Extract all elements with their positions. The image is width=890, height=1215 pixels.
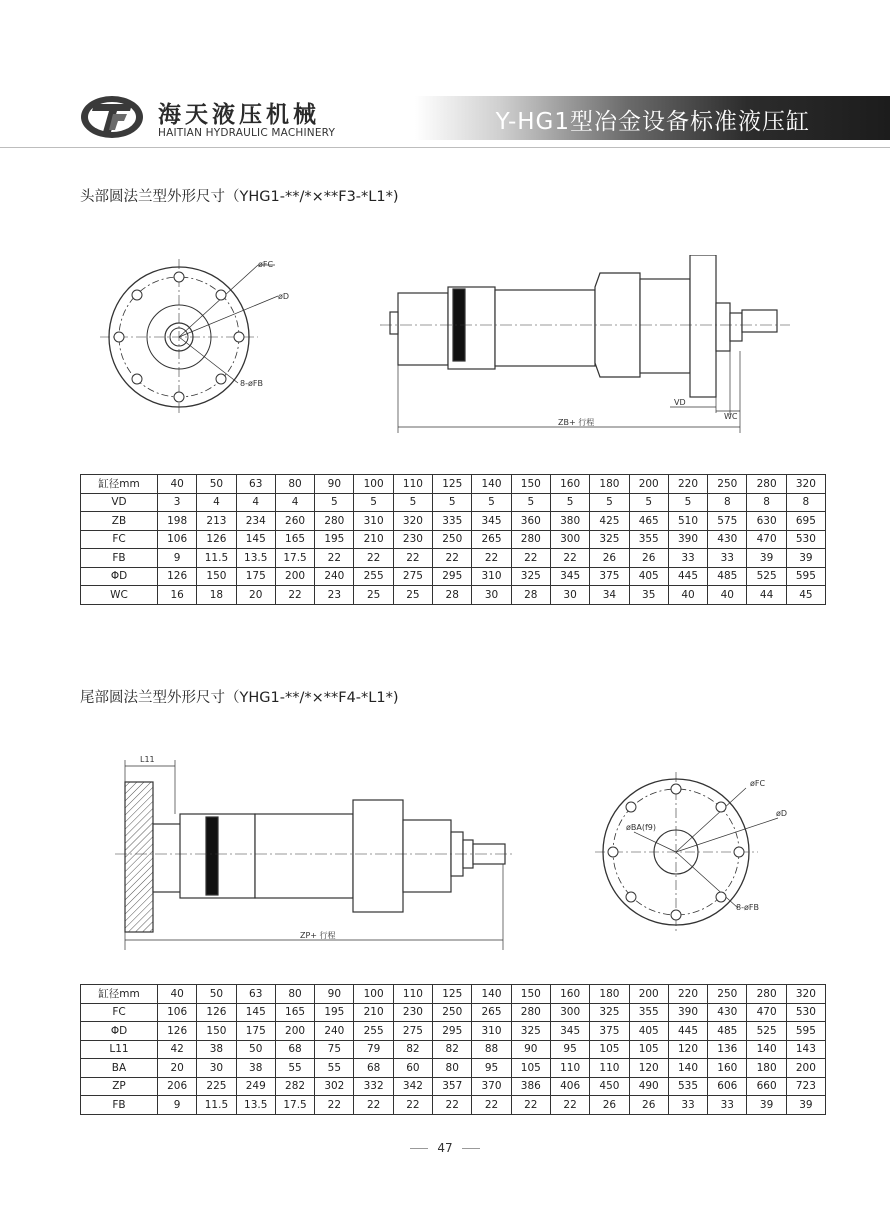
table-cell: 30 <box>550 586 589 605</box>
table-cell: 695 <box>786 512 825 531</box>
table-cell: 300 <box>550 530 589 549</box>
table-cell: 22 <box>433 549 472 568</box>
table-cell: 595 <box>786 1022 825 1041</box>
table-cell: 4 <box>236 493 275 512</box>
table-cell: 206 <box>158 1077 197 1096</box>
table-cell: 140 <box>747 1040 786 1059</box>
table-cell: 335 <box>433 512 472 531</box>
table-cell: 35 <box>629 586 668 605</box>
table-cell: 125 <box>433 475 472 494</box>
table-cell: 26 <box>590 549 629 568</box>
table-cell: 510 <box>668 512 707 531</box>
table-cell: 200 <box>786 1059 825 1078</box>
table-row <box>81 1003 826 1022</box>
label-fb: 8-øFB <box>240 379 263 388</box>
table-cell: 90 <box>315 475 354 494</box>
table-cell: 723 <box>786 1077 825 1096</box>
table-cell: 22 <box>354 549 393 568</box>
table-cell: 240 <box>315 567 354 586</box>
table-cell: 470 <box>747 530 786 549</box>
table-cell: 430 <box>708 530 747 549</box>
table-cell: 5 <box>668 493 707 512</box>
table-cell: 105 <box>629 1040 668 1059</box>
table-cell: 50 <box>197 985 236 1004</box>
table-cell: 320 <box>393 512 432 531</box>
table-cell: 4 <box>197 493 236 512</box>
table-cell: 8 <box>786 493 825 512</box>
table-cell: 220 <box>668 475 707 494</box>
table-cell: 13.5 <box>236 549 275 568</box>
table-cell: 60 <box>393 1059 432 1078</box>
table-cell: 80 <box>275 985 314 1004</box>
brand-name-cn: 海天液压机械 <box>158 102 320 128</box>
table-cell: 325 <box>590 1003 629 1022</box>
table-cell: 295 <box>433 567 472 586</box>
table-cell: 485 <box>708 567 747 586</box>
table-cell: 275 <box>393 1022 432 1041</box>
table-cell: 320 <box>786 475 825 494</box>
table-cell: 200 <box>275 567 314 586</box>
table-cell: 406 <box>550 1077 589 1096</box>
table-cell: 200 <box>629 475 668 494</box>
table-cell: 150 <box>511 475 550 494</box>
label-l11: L11 <box>140 755 155 764</box>
table-cell: 234 <box>236 512 275 531</box>
table-cell: 355 <box>629 1003 668 1022</box>
table-cell: 140 <box>668 1059 707 1078</box>
table-cell: 195 <box>315 1003 354 1022</box>
table-cell: 250 <box>433 530 472 549</box>
table-cell: 525 <box>747 1022 786 1041</box>
table-row <box>81 549 826 568</box>
table-cell: 180 <box>747 1059 786 1078</box>
table-cell: 425 <box>590 512 629 531</box>
table-cell: 250 <box>708 475 747 494</box>
table-cell: 282 <box>275 1077 314 1096</box>
table-cell: 175 <box>236 567 275 586</box>
table-cell: 530 <box>786 530 825 549</box>
section2-drawing <box>110 752 810 952</box>
table-cell: 180 <box>590 985 629 1004</box>
table-cell: 345 <box>550 1022 589 1041</box>
table-cell: 26 <box>629 549 668 568</box>
table-cell: 95 <box>550 1040 589 1059</box>
table-cell: 375 <box>590 567 629 586</box>
table-cell: 5 <box>433 493 472 512</box>
table-cell: 22 <box>275 586 314 605</box>
table-cell: 45 <box>786 586 825 605</box>
table-cell: 5 <box>315 493 354 512</box>
table-cell: 225 <box>197 1077 236 1096</box>
table-cell: 22 <box>511 549 550 568</box>
table-cell: 213 <box>197 512 236 531</box>
table-row <box>81 1077 826 1096</box>
row-header: FC <box>81 1003 158 1022</box>
label-d: øD <box>278 292 290 301</box>
table-cell: 26 <box>590 1096 629 1115</box>
table-cell: 249 <box>236 1077 275 1096</box>
table-cell: 55 <box>315 1059 354 1078</box>
table-cell: 370 <box>472 1077 511 1096</box>
table-cell: 250 <box>433 1003 472 1022</box>
table-cell: 405 <box>629 567 668 586</box>
table-cell: 380 <box>550 512 589 531</box>
table-cell: 140 <box>472 985 511 1004</box>
table-cell: 28 <box>433 586 472 605</box>
table-row <box>81 1059 826 1078</box>
table-cell: 106 <box>158 1003 197 1022</box>
table-cell: 255 <box>354 567 393 586</box>
table-cell: 430 <box>708 1003 747 1022</box>
table-cell: 22 <box>393 1096 432 1115</box>
table-cell: 240 <box>315 1022 354 1041</box>
table-cell: 38 <box>236 1059 275 1078</box>
table-cell: 50 <box>197 475 236 494</box>
table-cell: 140 <box>472 475 511 494</box>
table-cell: 125 <box>433 985 472 1004</box>
table-row <box>81 1096 826 1115</box>
table-cell: 355 <box>629 530 668 549</box>
table-cell: 17.5 <box>275 549 314 568</box>
table-row <box>81 1022 826 1041</box>
table-cell: 39 <box>747 1096 786 1115</box>
table-cell: 360 <box>511 512 550 531</box>
table-cell: 33 <box>668 549 707 568</box>
table-cell: 150 <box>511 985 550 1004</box>
table-cell: 4 <box>275 493 314 512</box>
table-cell: 5 <box>550 493 589 512</box>
table-cell: 200 <box>629 985 668 1004</box>
table-cell: 265 <box>472 1003 511 1022</box>
row-header: FB <box>81 1096 158 1115</box>
label-zb: ZB+ 行程 <box>558 418 595 427</box>
table-cell: 280 <box>747 475 786 494</box>
table-cell: 33 <box>708 1096 747 1115</box>
table-row <box>81 985 826 1004</box>
table-cell: 310 <box>354 512 393 531</box>
table-cell: 606 <box>708 1077 747 1096</box>
table-cell: 5 <box>393 493 432 512</box>
table-cell: 95 <box>472 1059 511 1078</box>
label-fc: øFC <box>258 260 274 269</box>
table-cell: 342 <box>393 1077 432 1096</box>
row-header: FB <box>81 549 158 568</box>
table-cell: 345 <box>472 512 511 531</box>
table-cell: 165 <box>275 1003 314 1022</box>
series-title: Y-HG1型冶金设备标准液压缸 <box>495 109 810 135</box>
label-wc: WC <box>724 412 738 421</box>
table-cell: 255 <box>354 1022 393 1041</box>
table-cell: 22 <box>354 1096 393 1115</box>
table-cell: 386 <box>511 1077 550 1096</box>
row-header: ΦD <box>81 567 158 586</box>
table-cell: 110 <box>393 985 432 1004</box>
table-cell: 100 <box>354 475 393 494</box>
table-cell: 126 <box>197 530 236 549</box>
table-cell: 79 <box>354 1040 393 1059</box>
table-cell: 16 <box>158 586 197 605</box>
table-cell: 230 <box>393 1003 432 1022</box>
table-cell: 220 <box>668 985 707 1004</box>
table-cell: 200 <box>275 1022 314 1041</box>
section2-table <box>80 984 826 1115</box>
table-cell: 210 <box>354 530 393 549</box>
table-cell: 595 <box>786 567 825 586</box>
table-cell: 470 <box>747 1003 786 1022</box>
table-cell: 5 <box>629 493 668 512</box>
table-cell: 136 <box>708 1040 747 1059</box>
table-cell: 22 <box>550 1096 589 1115</box>
brand-name-en: HAITIAN HYDRAULIC MACHINERY <box>158 127 336 139</box>
section1-drawing <box>100 255 800 445</box>
cylinder-side-view-2 <box>125 782 505 932</box>
table-cell: 25 <box>393 586 432 605</box>
table-row <box>81 586 826 605</box>
table-row <box>81 512 826 531</box>
table-cell: 5 <box>511 493 550 512</box>
table-cell: 11.5 <box>197 549 236 568</box>
table-cell: 5 <box>590 493 629 512</box>
label-fb-2: 8-øFB <box>736 903 759 912</box>
table-cell: 90 <box>315 985 354 1004</box>
table-cell: 143 <box>786 1040 825 1059</box>
table-cell: 42 <box>158 1040 197 1059</box>
page-number <box>0 1141 890 1155</box>
table-cell: 198 <box>158 512 197 531</box>
table-cell: 55 <box>275 1059 314 1078</box>
table-cell: 40 <box>708 586 747 605</box>
row-header: BA <box>81 1059 158 1078</box>
label-zp: ZP+ 行程 <box>300 931 336 940</box>
table-cell: 63 <box>236 985 275 1004</box>
table-cell: 265 <box>472 530 511 549</box>
label-d-2: øD <box>776 809 788 818</box>
table-cell: 535 <box>668 1077 707 1096</box>
row-header: 缸径mm <box>81 475 158 494</box>
table-cell: 75 <box>315 1040 354 1059</box>
table-cell: 8 <box>747 493 786 512</box>
table-cell: 120 <box>668 1040 707 1059</box>
table-cell: 88 <box>472 1040 511 1059</box>
table-cell: 105 <box>590 1040 629 1059</box>
row-header: VD <box>81 493 158 512</box>
series-title-bar <box>415 96 890 140</box>
table-cell: 80 <box>275 475 314 494</box>
table-row <box>81 475 826 494</box>
table-cell: 22 <box>550 549 589 568</box>
table-cell: 320 <box>786 985 825 1004</box>
table-cell: 22 <box>511 1096 550 1115</box>
row-header: ΦD <box>81 1022 158 1041</box>
table-cell: 44 <box>747 586 786 605</box>
section1-table <box>80 474 826 605</box>
table-cell: 485 <box>708 1022 747 1041</box>
table-cell: 22 <box>472 549 511 568</box>
table-cell: 310 <box>472 567 511 586</box>
table-cell: 90 <box>511 1040 550 1059</box>
table-cell: 180 <box>590 475 629 494</box>
table-cell: 325 <box>590 530 629 549</box>
table-cell: 660 <box>747 1077 786 1096</box>
table-cell: 390 <box>668 1003 707 1022</box>
table-cell: 11.5 <box>197 1096 236 1115</box>
table-cell: 68 <box>275 1040 314 1059</box>
table-cell: 68 <box>354 1059 393 1078</box>
cylinder-side-view <box>390 255 777 397</box>
label-fc-2: øFC <box>750 779 766 788</box>
table-cell: 22 <box>472 1096 511 1115</box>
table-cell: 405 <box>629 1022 668 1041</box>
table-cell: 175 <box>236 1022 275 1041</box>
table-cell: 280 <box>315 512 354 531</box>
row-header: WC <box>81 586 158 605</box>
table-cell: 280 <box>511 530 550 549</box>
table-cell: 80 <box>433 1059 472 1078</box>
table-cell: 630 <box>747 512 786 531</box>
table-cell: 105 <box>511 1059 550 1078</box>
table-cell: 28 <box>511 586 550 605</box>
table-cell: 325 <box>511 1022 550 1041</box>
table-cell: 165 <box>275 530 314 549</box>
table-cell: 375 <box>590 1022 629 1041</box>
table-cell: 13.5 <box>236 1096 275 1115</box>
table-cell: 20 <box>236 586 275 605</box>
table-cell: 82 <box>433 1040 472 1059</box>
row-header: ZP <box>81 1077 158 1096</box>
table-cell: 250 <box>708 985 747 1004</box>
table-cell: 260 <box>275 512 314 531</box>
table-cell: 22 <box>393 549 432 568</box>
section1-title: 头部圆法兰型外形尺寸（YHG1-**/*×**F3-*L1*) <box>80 189 399 205</box>
table-cell: 8 <box>708 493 747 512</box>
table-cell: 280 <box>511 1003 550 1022</box>
table-cell: 39 <box>747 549 786 568</box>
table-cell: 30 <box>472 586 511 605</box>
table-cell: 126 <box>158 1022 197 1041</box>
table-cell: 332 <box>354 1077 393 1096</box>
table-cell: 450 <box>590 1077 629 1096</box>
table-cell: 160 <box>708 1059 747 1078</box>
table-cell: 145 <box>236 1003 275 1022</box>
table-row <box>81 493 826 512</box>
table-cell: 150 <box>197 1022 236 1041</box>
table-row <box>81 1040 826 1059</box>
table-cell: 530 <box>786 1003 825 1022</box>
table-cell: 145 <box>236 530 275 549</box>
table-cell: 9 <box>158 549 197 568</box>
table-cell: 38 <box>197 1040 236 1059</box>
table-cell: 30 <box>197 1059 236 1078</box>
table-cell: 120 <box>629 1059 668 1078</box>
table-cell: 302 <box>315 1077 354 1096</box>
table-cell: 445 <box>668 1022 707 1041</box>
table-cell: 106 <box>158 530 197 549</box>
table-cell: 22 <box>315 549 354 568</box>
table-cell: 325 <box>511 567 550 586</box>
page-number-text: 47 <box>437 1141 453 1155</box>
flange-end-view <box>100 259 278 415</box>
table-cell: 82 <box>393 1040 432 1059</box>
table-cell: 126 <box>197 1003 236 1022</box>
table-cell: 33 <box>668 1096 707 1115</box>
table-cell: 445 <box>668 567 707 586</box>
table-cell: 357 <box>433 1077 472 1096</box>
table-cell: 40 <box>158 475 197 494</box>
table-cell: 390 <box>668 530 707 549</box>
table-cell: 22 <box>433 1096 472 1115</box>
table-cell: 160 <box>550 985 589 1004</box>
table-cell: 5 <box>472 493 511 512</box>
table-cell: 575 <box>708 512 747 531</box>
table-cell: 295 <box>433 1022 472 1041</box>
table-cell: 280 <box>747 985 786 1004</box>
table-cell: 50 <box>236 1040 275 1059</box>
table-cell: 63 <box>236 475 275 494</box>
table-cell: 195 <box>315 530 354 549</box>
table-cell: 40 <box>158 985 197 1004</box>
table-cell: 17.5 <box>275 1096 314 1115</box>
row-header: L11 <box>81 1040 158 1059</box>
table-cell: 18 <box>197 586 236 605</box>
table-cell: 230 <box>393 530 432 549</box>
row-header: FC <box>81 530 158 549</box>
table-row <box>81 567 826 586</box>
row-header: ZB <box>81 512 158 531</box>
table-cell: 345 <box>550 567 589 586</box>
table-cell: 3 <box>158 493 197 512</box>
table-cell: 490 <box>629 1077 668 1096</box>
table-cell: 160 <box>550 475 589 494</box>
table-cell: 300 <box>550 1003 589 1022</box>
table-cell: 23 <box>315 586 354 605</box>
page-header <box>0 88 890 148</box>
table-cell: 310 <box>472 1022 511 1041</box>
table-cell: 525 <box>747 567 786 586</box>
table-cell: 465 <box>629 512 668 531</box>
table-cell: 34 <box>590 586 629 605</box>
table-cell: 20 <box>158 1059 197 1078</box>
table-cell: 26 <box>629 1096 668 1115</box>
table-cell: 33 <box>708 549 747 568</box>
table-cell: 275 <box>393 567 432 586</box>
header-divider <box>0 147 890 148</box>
label-vd: VD <box>674 398 686 407</box>
row-header: 缸径mm <box>81 985 158 1004</box>
table-cell: 110 <box>550 1059 589 1078</box>
section2-title: 尾部圆法兰型外形尺寸（YHG1-**/*×**F4-*L1*) <box>80 690 399 706</box>
table-cell: 5 <box>354 493 393 512</box>
table-cell: 110 <box>590 1059 629 1078</box>
table-cell: 39 <box>786 549 825 568</box>
label-ba: øBA(f9) <box>626 823 657 832</box>
table-cell: 9 <box>158 1096 197 1115</box>
table-cell: 210 <box>354 1003 393 1022</box>
table-cell: 110 <box>393 475 432 494</box>
table-cell: 25 <box>354 586 393 605</box>
table-cell: 39 <box>786 1096 825 1115</box>
table-cell: 100 <box>354 985 393 1004</box>
haitian-logo-icon <box>80 94 144 140</box>
table-cell: 22 <box>315 1096 354 1115</box>
table-cell: 150 <box>197 567 236 586</box>
table-row <box>81 530 826 549</box>
table-cell: 126 <box>158 567 197 586</box>
table-cell: 40 <box>668 586 707 605</box>
